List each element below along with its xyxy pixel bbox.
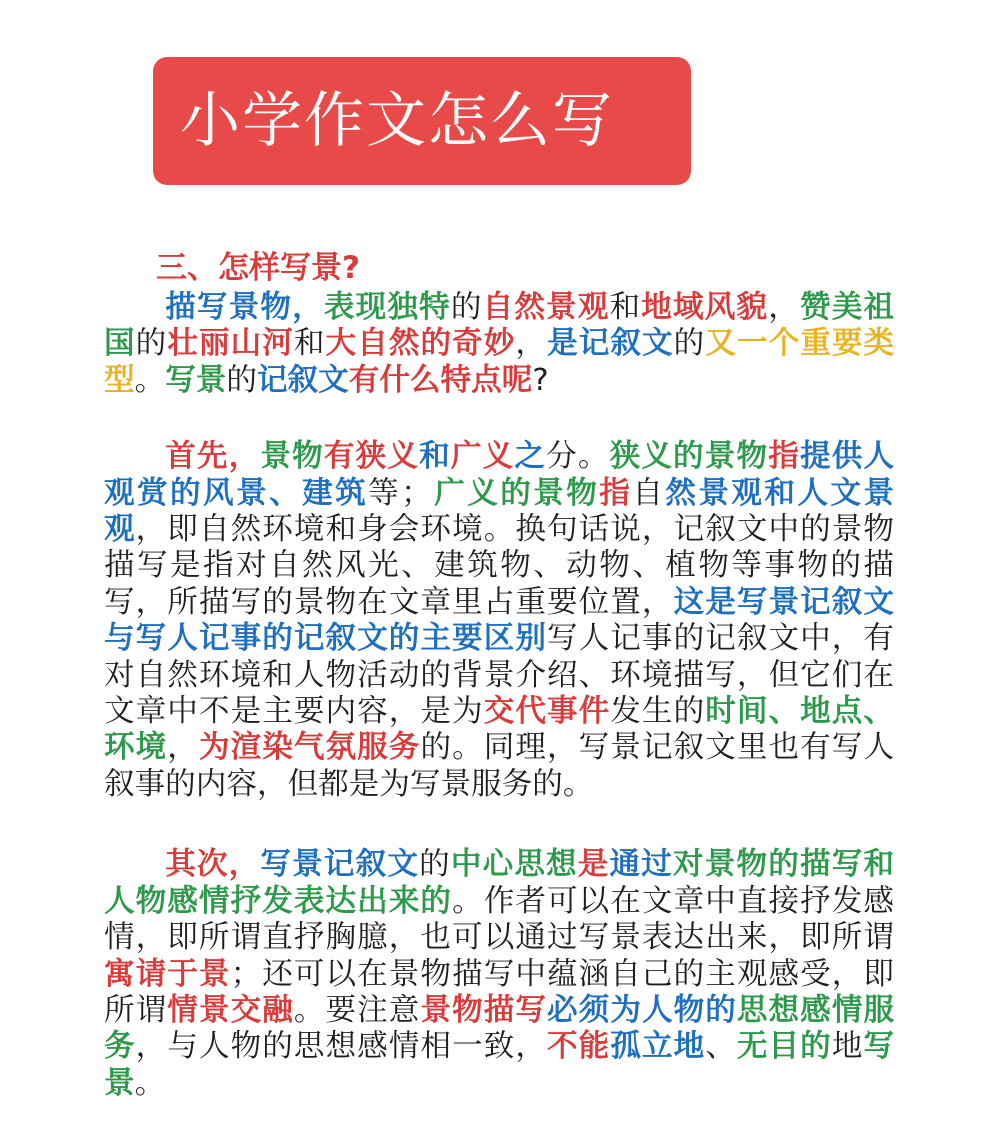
text-segment: 提供人观赏的风景、建筑: [104, 439, 895, 511]
text-segment: ；还可以在景物描写中蕴涵自己的主观感受，即所谓: [104, 956, 895, 1028]
text-segment: 大自然的奇妙: [325, 326, 516, 362]
text-segment: 。: [134, 362, 166, 398]
text-segment: 首先，: [165, 439, 261, 475]
text-segment: 指: [768, 439, 801, 475]
text-segment: 寓请于景: [104, 956, 231, 992]
paragraph-second: [104, 847, 894, 1102]
paragraph-gap: [104, 803, 894, 847]
text-segment: 。: [134, 1065, 166, 1101]
title-banner: [153, 57, 691, 185]
text-segment: 是: [577, 847, 610, 883]
text-segment: ，: [768, 290, 800, 325]
text-segment: 其次，: [165, 847, 261, 883]
text-segment: 无目的: [736, 1029, 832, 1065]
text-segment: 的: [135, 326, 168, 362]
text-segment: 的。同理，写景记叙文里也有写人叙事的内容，但都是为写景服务的。: [104, 730, 895, 802]
text-segment: 是记叙文: [547, 326, 674, 362]
text-segment: 的: [450, 290, 483, 325]
page-title: 小学作文怎么写: [180, 86, 614, 156]
text-segment: 自然景观: [482, 290, 610, 325]
text-segment: 又一个重要类型: [104, 326, 895, 398]
text-segment: 孤立地: [610, 1029, 706, 1065]
text-segment: 不能: [547, 1029, 611, 1065]
text-segment: 有什么特点呢: [348, 362, 533, 398]
text-segment: 时间、地点、环境: [104, 694, 895, 766]
text-segment: 记叙文: [256, 362, 349, 398]
text-segment: 和: [419, 439, 451, 475]
text-segment: 情景交融: [167, 992, 294, 1028]
paragraph-first: [104, 439, 894, 803]
text-segment: 发生的: [610, 694, 706, 730]
text-segment: ，: [167, 730, 199, 766]
text-segment: 中心思想: [450, 847, 578, 883]
text-segment: 和: [609, 290, 642, 325]
text-segment: 通过: [609, 847, 674, 883]
article-body: [104, 246, 894, 1102]
text-segment: 交代事件: [483, 694, 611, 730]
text-segment: 这是写景记叙文与写人记事的记叙文的主要区别: [104, 584, 895, 657]
text-segment: 地: [831, 1029, 864, 1065]
text-segment: 等；: [368, 475, 432, 511]
text-segment: 壮丽山河: [167, 326, 294, 362]
text-segment: 之: [514, 439, 547, 475]
text-segment: 思想感情服务: [104, 992, 895, 1065]
text-segment: 。作者可以在文章中直接抒发感情，即所谓直抒胸臆，也可以通过写景表达出来，即所谓: [104, 883, 894, 956]
text-segment: ，即自然环境和身会环境。换句话说，记叙文中的景物描写是指对自然风光、建筑物、动物、植物等事物的描写，所描写的景物在文章里占重要位置，: [104, 512, 895, 620]
text-segment: 为渲染气氛服务: [198, 730, 421, 766]
text-segment: ，与人物的思想感情相一致，: [135, 1029, 547, 1065]
text-segment: 狭义的景物: [609, 439, 769, 475]
text-segment: 的: [673, 326, 706, 362]
text-segment: 、: [705, 1029, 737, 1065]
text-segment: 广义的景物: [431, 475, 600, 511]
text-segment: 的: [226, 362, 257, 398]
text-segment: ?: [532, 362, 549, 398]
text-segment: 分。: [546, 439, 610, 475]
text-segment: 然景观和人文景观: [104, 475, 895, 548]
text-segment: 有狭义: [323, 439, 420, 475]
text-segment: 写人记事的记叙文中，有对自然环境和人物活动的背景介绍、环境描写，但它们在文章中不是主要内容，是为: [104, 621, 895, 730]
text-segment: 描写景物，: [165, 290, 324, 325]
text-segment: 和: [293, 326, 326, 362]
text-segment: 地域风貌: [641, 290, 769, 325]
text-segment: 广义: [450, 439, 515, 475]
text-segment: 写景: [165, 362, 227, 398]
text-segment: ，: [515, 326, 548, 362]
text-segment: 写景记叙文: [260, 847, 420, 883]
text-segment: 对景物的描写和人物感情抒发表达出来的: [104, 847, 895, 919]
paragraph-intro: [104, 290, 894, 399]
text-segment: 赞美祖国: [104, 290, 895, 362]
text-segment: 表现独特: [323, 290, 451, 325]
text-segment: 。要注意: [293, 992, 421, 1028]
text-segment: 指: [599, 475, 633, 511]
section-heading: 三、怎样写景?: [156, 250, 360, 286]
text-segment: 必须为人物的: [547, 992, 737, 1028]
paragraph-gap: [104, 399, 894, 439]
text-segment: 景物描写: [420, 992, 548, 1028]
text-segment: 景物: [260, 439, 324, 475]
text-segment: 写景: [104, 1029, 895, 1101]
text-segment: 自: [632, 475, 666, 511]
text-segment: 的: [419, 847, 451, 883]
